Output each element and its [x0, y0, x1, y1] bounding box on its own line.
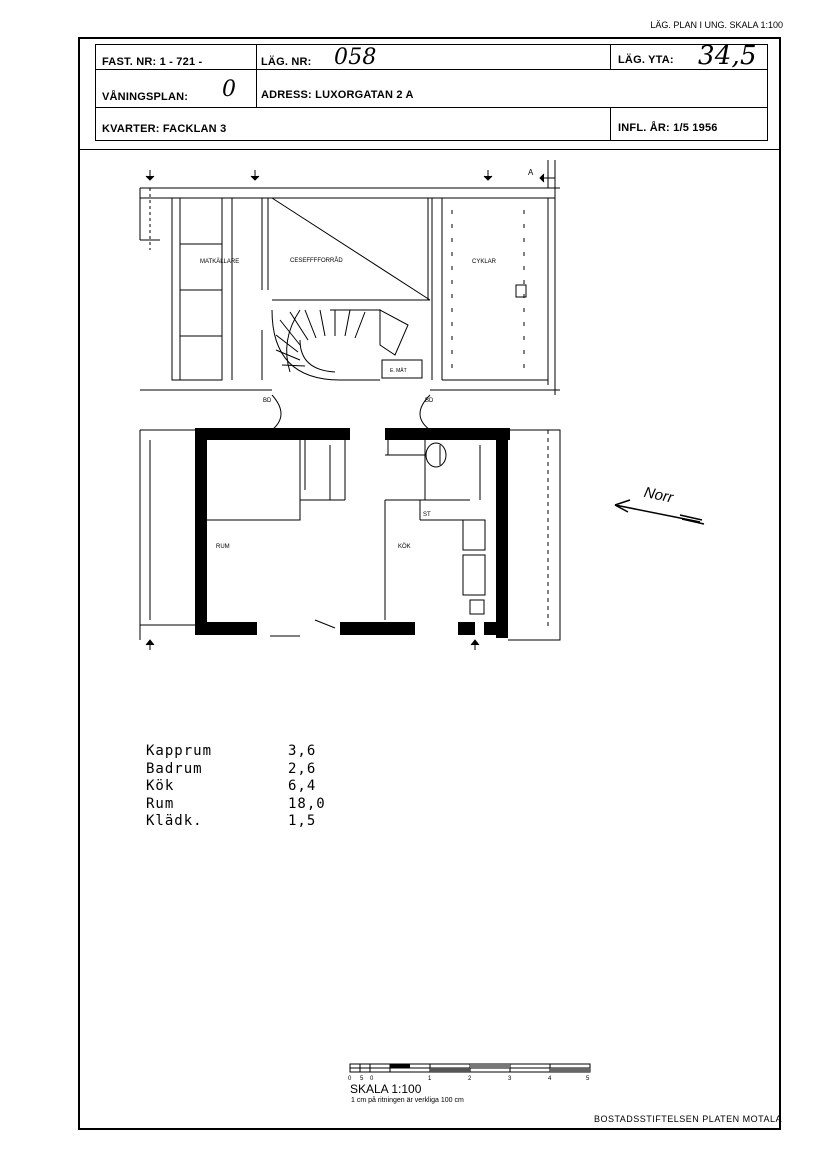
- wall-north-b: [385, 428, 510, 440]
- area-row: Badrum 2,6: [146, 760, 317, 777]
- area-table: [146, 743, 326, 831]
- svg-text:2: 2: [468, 1076, 472, 1082]
- arrow-icon: [251, 170, 259, 180]
- wall-east: [496, 428, 508, 638]
- area-row: Kapprum 3,6: [146, 743, 317, 759]
- adress-label: ADRESS: LUXORGATAN 2 A: [261, 89, 414, 101]
- vaningsplan-label: VÅNINGSPLAN:: [102, 91, 189, 103]
- wall-west: [195, 428, 207, 635]
- a-marker-label: A: [528, 168, 534, 177]
- wall-south-c: [458, 622, 475, 635]
- scale-note: 1 cm på ritningen är verkliga 100 cm: [351, 1097, 464, 1104]
- wall-south-d: [484, 622, 508, 635]
- bd-left-label: BD: [263, 398, 272, 404]
- wall-south-b: [340, 622, 415, 635]
- st-label: ST: [423, 512, 431, 518]
- infl-label: INFL. ÅR: 1/5 1956: [618, 122, 718, 134]
- svg-text:0: 0: [348, 1076, 352, 1082]
- wall-north-a: [195, 428, 350, 440]
- el-mat-label: E. MÄT: [390, 368, 407, 374]
- cykelforrad-label: CESEFFFFORRÅD: [290, 258, 343, 264]
- kvarter-label: KVARTER: FACKLAN 3: [102, 123, 227, 135]
- svg-text:5: 5: [360, 1076, 364, 1082]
- kok-label: KÖK: [398, 544, 411, 550]
- svg-text:0: 0: [370, 1076, 374, 1082]
- lag-yta-label: LÄG. YTA:: [618, 54, 674, 66]
- area-row: Kök 6,4: [146, 778, 317, 794]
- svg-text:1: 1: [428, 1076, 432, 1082]
- arrow-icon: [146, 640, 154, 650]
- bd-right-label: BD: [425, 398, 434, 404]
- lag-nr-label: LÄG. NR:: [261, 56, 312, 68]
- svg-text:5: 5: [586, 1076, 590, 1082]
- scale-label: SKALA 1:100: [350, 1082, 422, 1096]
- lag-nr-value: 058: [334, 45, 377, 70]
- svg-text:4: 4: [548, 1076, 552, 1082]
- lag-yta-value: 34,5: [698, 41, 757, 71]
- vaningsplan-value: 0: [222, 77, 237, 102]
- arrow-icon: [146, 170, 154, 180]
- svg-text:3: 3: [508, 1076, 512, 1082]
- area-row: Rum 18,0: [146, 795, 326, 812]
- scale-bar: [340, 1058, 600, 1084]
- top-note: LÄG. PLAN I UNG. SKALA 1:100: [650, 20, 783, 30]
- wall-south-a: [195, 622, 257, 635]
- north-label: Norr: [642, 483, 675, 507]
- arrow-icon: [471, 640, 479, 650]
- matkallare-label: MATKÄLLARE: [200, 259, 240, 265]
- rum-label: RUM: [216, 544, 230, 550]
- fast-nr-label: FAST. NR: 1 - 721 -: [102, 56, 203, 68]
- footer-org: BOSTADSSTIFTELSEN PLATEN MOTALA: [593, 1114, 782, 1124]
- arrow-icon: [484, 170, 492, 180]
- cyklar-label: CYKLAR: [472, 259, 497, 265]
- area-row: Klädk. 1,5: [146, 813, 317, 829]
